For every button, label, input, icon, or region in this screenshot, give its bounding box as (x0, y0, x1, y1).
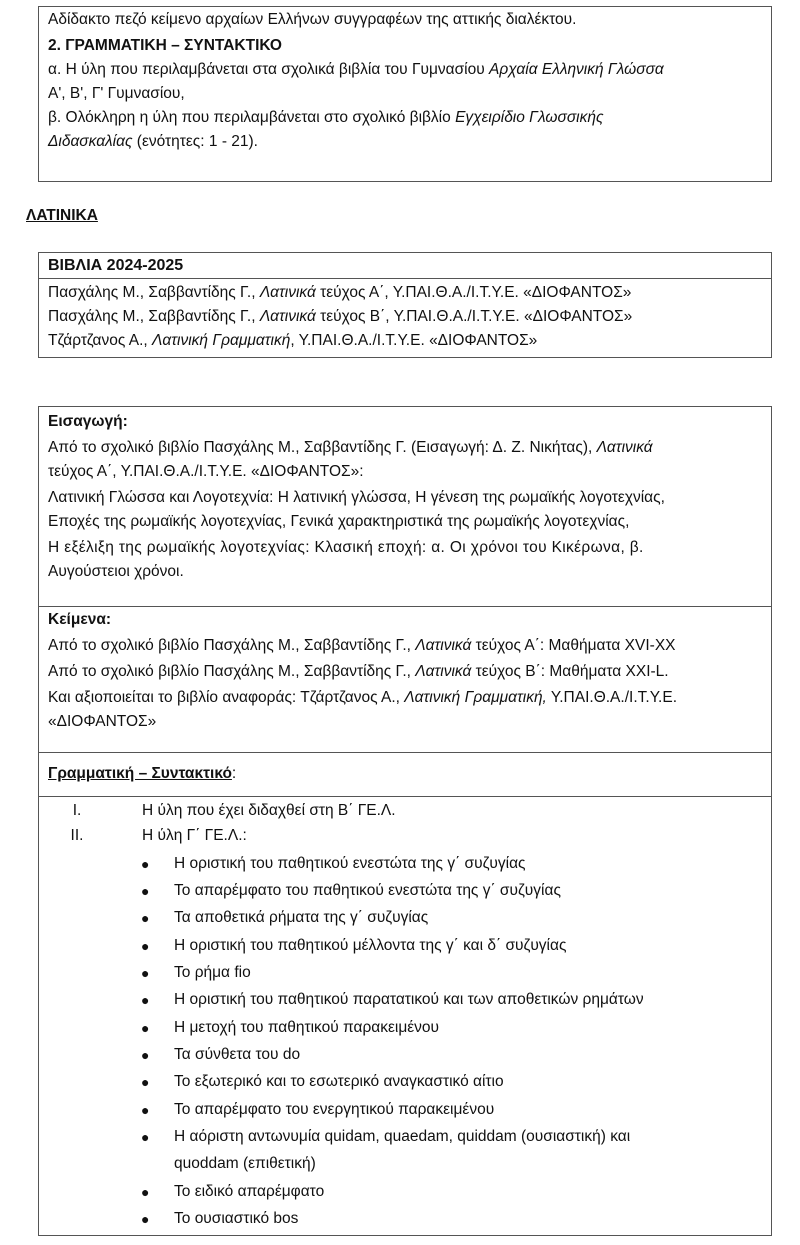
text: β. Ολόκληρη η ύλη που περιλαμβάνεται στο σχολικό βιβλίο (48, 109, 456, 126)
heading-text: Γραμματική – Συντακτικό (48, 765, 232, 782)
intro-line-3: Λατινική Γλώσσα και Λογοτεχνία: Η λατινική γλώσσα, Η γένεση της ρωμαϊκής λογοτεχνίας, (48, 489, 665, 506)
bullet-icon: ● (141, 1102, 150, 1118)
book-title: Εγχειρίδιο Γλωσσικής (455, 109, 604, 126)
list-item: Το απαρέμφατο του ενεργητικού παρακειμένου (174, 1101, 495, 1118)
grammar-item-1: Η ύλη που έχει διδαχθεί στη Β΄ ΓΕ.Λ. (142, 802, 396, 819)
book-row-1 (48, 283, 631, 303)
list-item: Το εξωτερικό και το εσωτερικό αναγκαστικό αίτιο (174, 1073, 504, 1090)
texts-line-4: «ΔΙΟΦΑΝΤΟΣ» (48, 713, 157, 730)
roman-numeral-2: II. (70, 827, 84, 844)
text: Από το σχολικό βιβλίο Πασχάλης Μ., Σαββαντίδης Γ., (48, 637, 416, 654)
book-title: Λατινικά (259, 308, 316, 325)
bullet-icon: ● (141, 856, 150, 872)
list-item: Η αόριστη αντωνυμία quidam, quaedam, quiddam (ουσιαστική) και (174, 1128, 631, 1145)
list-item: Η οριστική του παθητικού μέλλοντα της γ΄ και δ΄ συζυγίας (174, 937, 567, 954)
top-line-b (48, 108, 604, 128)
top-line-a-cont: Α', Β', Γ' Γυμνασίου, (48, 85, 185, 102)
bullet-icon: ● (141, 1129, 150, 1145)
grammar-item-2: Η ύλη Γ΄ ΓΕ.Λ.: (142, 827, 247, 844)
text: : (231, 765, 237, 782)
bullet-icon: ● (141, 992, 150, 1008)
book-title: Λατινικά (415, 637, 472, 654)
intro-line-4: Εποχές της ρωμαϊκής λογοτεχνίας, Γενικά χαρακτηριστικά της ρωμαϊκής λογοτεχνίας, (48, 513, 630, 530)
list-item: Τα σύνθετα του do (174, 1046, 301, 1063)
text: Πασχάλης Μ., Σαββαντίδης Γ., (48, 284, 260, 301)
text: τεύχος Α΄, Υ.ΠΑΙ.Θ.Α./Ι.Τ.Υ.Ε. «ΔΙΟΦΑΝΤΟΣ» (315, 284, 632, 301)
intro-line-2: τεύχος Α΄, Υ.ΠΑΙ.Θ.Α./Ι.Τ.Υ.Ε. «ΔΙΟΦΑΝΤΟΣ»: (48, 463, 364, 480)
intro-line-6: Αυγούστειοι χρόνοι. (48, 563, 184, 580)
text: α. Η ύλη που περιλαμβάνεται στα σχολικά βιβλία του Γυμνασίου (48, 61, 490, 78)
top-line-1: Αδίδακτο πεζό κείμενο αρχαίων Ελλήνων συγγραφέων της αττικής διαλέκτου. (48, 11, 577, 28)
bullet-icon: ● (141, 1047, 150, 1063)
bullet-icon: ● (141, 965, 150, 981)
text: (ενότητες: 1 - 21). (132, 133, 258, 150)
book-row-3 (48, 331, 537, 351)
bullet-icon: ● (141, 910, 150, 926)
roman-numeral-1: I. (72, 802, 82, 819)
text: , Υ.ΠΑΙ.Θ.Α./Ι.Τ.Υ.Ε. «ΔΙΟΦΑΝΤΟΣ» (290, 332, 538, 349)
texts-line-3 (48, 688, 677, 708)
divider (38, 606, 772, 607)
divider (38, 796, 772, 797)
divider (38, 752, 772, 753)
text: Τζάρτζανος Α., (48, 332, 153, 349)
book-title: Λατινικά (596, 439, 653, 456)
texts-heading: Κείμενα: (48, 611, 112, 628)
text: Υ.ΠΑΙ.Θ.Α./Ι.Τ.Υ.Ε. (546, 689, 677, 706)
grammar-heading (48, 764, 236, 784)
bullet-icon: ● (141, 1211, 150, 1227)
book-title: Διδασκαλίας (48, 133, 133, 150)
book-title: Λατινική Γραμματική, (404, 689, 547, 706)
bullet-icon: ● (141, 1184, 150, 1200)
text: τεύχος Β΄, Υ.ΠΑΙ.Θ.Α./Ι.Τ.Υ.Ε. «ΔΙΟΦΑΝΤΟΣ» (315, 308, 633, 325)
list-item: Το απαρέμφατο του παθητικού ενεστώτα της γ΄ συζυγίας (174, 882, 561, 899)
book-title: Λατινικά (415, 663, 472, 680)
book-title: Λατινικά (259, 284, 316, 301)
bullet-icon: ● (141, 883, 150, 899)
bullet-icon: ● (141, 1074, 150, 1090)
intro-line-1 (48, 438, 653, 458)
book-row-2 (48, 307, 632, 327)
texts-line-2 (48, 662, 669, 682)
text: Πασχάλης Μ., Σαββαντίδης Γ., (48, 308, 260, 325)
texts-line-1 (48, 636, 676, 656)
list-item: Η οριστική του παθητικού παρατατικού και των αποθετικών ρημάτων (174, 991, 644, 1008)
grammar-syntax-heading: 2. ΓΡΑΜΜΑΤΙΚΗ – ΣΥΝΤΑΚΤΙΚΟ (48, 37, 282, 54)
list-item: Η οριστική του παθητικού ενεστώτα της γ΄ συζυγίας (174, 855, 526, 872)
divider (38, 278, 772, 279)
list-item: Τα αποθετικά ρήματα της γ΄ συζυγίας (174, 909, 429, 926)
list-item: Η μετοχή του παθητικού παρακειμένου (174, 1019, 440, 1036)
top-line-b-cont (48, 132, 258, 152)
section-title: ΛΑΤΙΝΙΚΑ (26, 207, 98, 224)
bullet-icon: ● (141, 1020, 150, 1036)
text: Από το σχολικό βιβλίο Πασχάλης Μ., Σαββαντίδης Γ., (48, 663, 416, 680)
book-title: Αρχαία Ελληνική Γλώσσα (489, 61, 664, 78)
books-heading: ΒΙΒΛΙΑ 2024-2025 (48, 257, 184, 274)
intro-heading: Εισαγωγή: (48, 413, 128, 430)
list-item-continuation: quoddam (επιθετική) (174, 1155, 316, 1172)
list-item: Το ρήμα fio (174, 964, 251, 981)
intro-line-5: Η εξέλιξη της ρωμαϊκής λογοτεχνίας: Κλασική εποχή: α. Οι χρόνοι του Κικέρωνα, β. (48, 539, 644, 556)
list-item: Το ειδικό απαρέμφατο (174, 1183, 325, 1200)
text: τεύχος Β΄: Μαθήματα XXI-L. (471, 663, 669, 680)
text: τεύχος Α΄: Μαθήματα XVI-XX (471, 637, 676, 654)
top-line-a (48, 60, 664, 80)
book-title: Λατινική Γραμματική (152, 332, 291, 349)
text: Και αξιοποιείται το βιβλίο αναφοράς: Τζάρτζανος Α., (48, 689, 405, 706)
text: Από το σχολικό βιβλίο Πασχάλης Μ., Σαββαντίδης Γ. (Εισαγωγή: Δ. Ζ. Νικήτας), (48, 439, 597, 456)
list-item: Το ουσιαστικό bos (174, 1210, 299, 1227)
bullet-icon: ● (141, 938, 150, 954)
